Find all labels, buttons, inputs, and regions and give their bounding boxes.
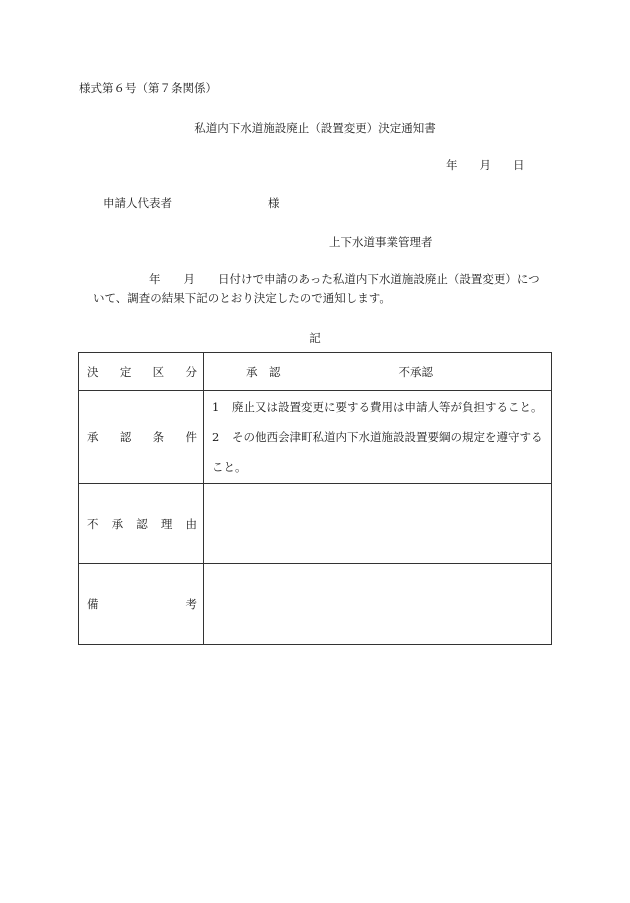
conditions-label — [79, 391, 204, 484]
condition-number: 2 — [212, 430, 220, 444]
form-number: 様式第６号（第７条関係） — [79, 81, 217, 95]
table-row-decision — [79, 353, 552, 391]
decision-options — [204, 353, 552, 391]
condition-text: その他西会津町私道内下水道施設設置要綱の規定を遵守する — [232, 430, 543, 444]
condition-item — [212, 392, 551, 422]
label-char: 区 — [152, 364, 165, 379]
label-char: 由 — [185, 516, 197, 531]
table-row-reason — [79, 484, 552, 564]
label-char: 不 — [87, 516, 99, 531]
label-char: 理 — [160, 516, 173, 531]
reason-content[interactable] — [204, 484, 552, 564]
label-char: 承 — [111, 516, 124, 531]
label-char: 条 — [152, 430, 165, 444]
condition-continuation: こと。 — [212, 460, 247, 474]
label-char: 備 — [87, 597, 99, 611]
remarks-content[interactable] — [204, 564, 552, 645]
date-year: 年 — [446, 158, 458, 172]
condition-number: 1 — [212, 400, 220, 414]
date-month: 月 — [479, 158, 491, 172]
body-line-1 — [149, 274, 540, 286]
body-line-2: いて、調査の結果下記のとおり決定したので通知します。 — [93, 291, 391, 305]
date-day: 日 — [513, 158, 525, 172]
label-char: 定 — [119, 364, 132, 379]
conditions-content — [204, 391, 552, 484]
document-title: 私道内下水道施設廃止（設置変更）決定通知書 — [194, 121, 436, 135]
label-char: 件 — [185, 430, 197, 444]
label-char: 分 — [185, 364, 197, 379]
label-char: 認 — [136, 516, 148, 531]
table-row-conditions — [79, 391, 552, 484]
applicant-honorific: 様 — [268, 196, 280, 210]
issuer-name: 上下水道事業管理者 — [329, 235, 433, 249]
body-line-1-rest: 日付けで申請のあった私道内下水道施設廃止（設置変更）につ — [218, 272, 540, 286]
label-char: 承 — [87, 430, 99, 444]
decision-table — [78, 352, 552, 645]
table-row-remarks — [79, 564, 552, 645]
decision-label — [79, 353, 204, 391]
option-approve[interactable]: 承 認 — [246, 364, 281, 379]
label-char: 決 — [87, 364, 99, 379]
applicant-label: 申請人代表者 — [103, 196, 172, 210]
option-disapprove[interactable]: 不承認 — [398, 364, 433, 379]
remarks-label — [79, 564, 204, 645]
condition-item — [212, 422, 551, 452]
date-line — [446, 160, 525, 172]
ki-heading: 記 — [309, 331, 321, 345]
body-year: 年 — [149, 272, 161, 286]
reason-label — [79, 484, 204, 564]
condition-text: 廃止又は設置変更に要する費用は申請人等が負担すること。 — [232, 400, 543, 414]
body-month: 月 — [183, 272, 195, 286]
label-char: 考 — [185, 597, 197, 611]
label-char: 認 — [119, 430, 132, 444]
